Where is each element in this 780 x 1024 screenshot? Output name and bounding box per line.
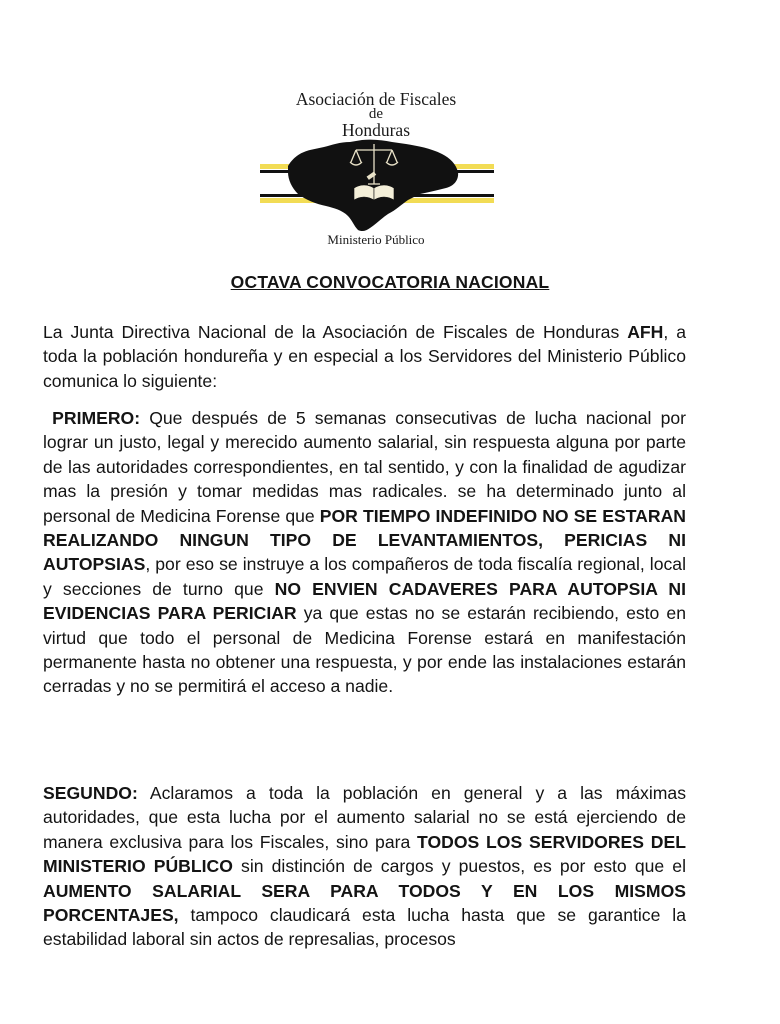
primero-text-1: Que después de 5 semanas consecutivas de lucha nacional por lograr un justo, legal y merecido aumento salarial, sin respuesta alguna por parte de las autoridades correspondientes, en tal sentido, y con la finalidad de agudizar mas la presión y tomar medidas mas radicales. se ha determinado junto al personal de Medicina Forense que [43,408,687,526]
primero-text-2: , por eso se instruye a los compañeros de toda fiscalía regional, local y secciones de turno que [43,554,686,599]
primero-text-3: ya que estas no se estarán recibiendo, esto en virtud que todo el personal de Medicina Forense estará en manifestación permanente hasta no obtener una respuesta, y por ende las instalaciones estarán cerradas y no se permitirá el acceso a nadie. [43,603,686,697]
document-title: OCTAVA CONVOCATORIA NACIONAL [230,272,550,292]
intro-text-1: La Junta Directiva Nacional de la Asociación de Fiscales de Honduras [43,322,628,342]
primero-bold-1: POR TIEMPO INDEFINIDO NO SE ESTARAN REALIZANDO NINGUN TIPO DE LEVANTAMIENTOS, PERICIAS NI AUTOPSIAS [43,505,686,575]
primero-paragraph [43,406,686,699]
segundo-bold-1: TODOS LOS SERVIDORES DEL MINISTERIO PÚBLICO [43,831,686,877]
logo-org-line3: Honduras [341,120,411,140]
logo-caption: Ministerio Público [327,232,425,247]
segundo-paragraph [43,781,686,952]
segundo-text-3: tampoco claudicará esta lucha hasta que se garantice la estabilidad laboral sin actos de represalias, procesos [43,905,686,950]
afh-logo [258,84,496,250]
segundo-bold-2: AUMENTO SALARIAL SERA PARA TODOS Y EN LOS MISMOS PORCENTAJES, [43,880,686,926]
primero-bold-2: NO ENVIEN CADAVERES PARA AUTOPSIA NI EVIDENCIAS PARA PERICIAR [43,578,687,624]
segundo-text-1: Aclaramos a toda la población en general y a las máximas autoridades, que esta lucha por el aumento salarial no se está ejerciendo de manera exclusiva para los Fiscales, sino para [43,783,686,852]
segundo-text-2: sin distinción de cargos y puestos, es por esto que el [232,856,686,877]
segundo-label: SEGUNDO: [43,783,138,803]
honduras-map-icon [288,140,458,231]
intro-afh-acronym: AFH [627,322,664,342]
intro-paragraph [43,320,686,393]
primero-label: PRIMERO: [52,408,141,428]
intro-text-2: , a toda la población hondureña y en especial a los Servidores del Ministerio Público comunica lo siguiente: [43,322,686,391]
logo-org-line1: Asociación de Fiscales [295,89,457,109]
logo-org-line2: de [368,106,384,122]
